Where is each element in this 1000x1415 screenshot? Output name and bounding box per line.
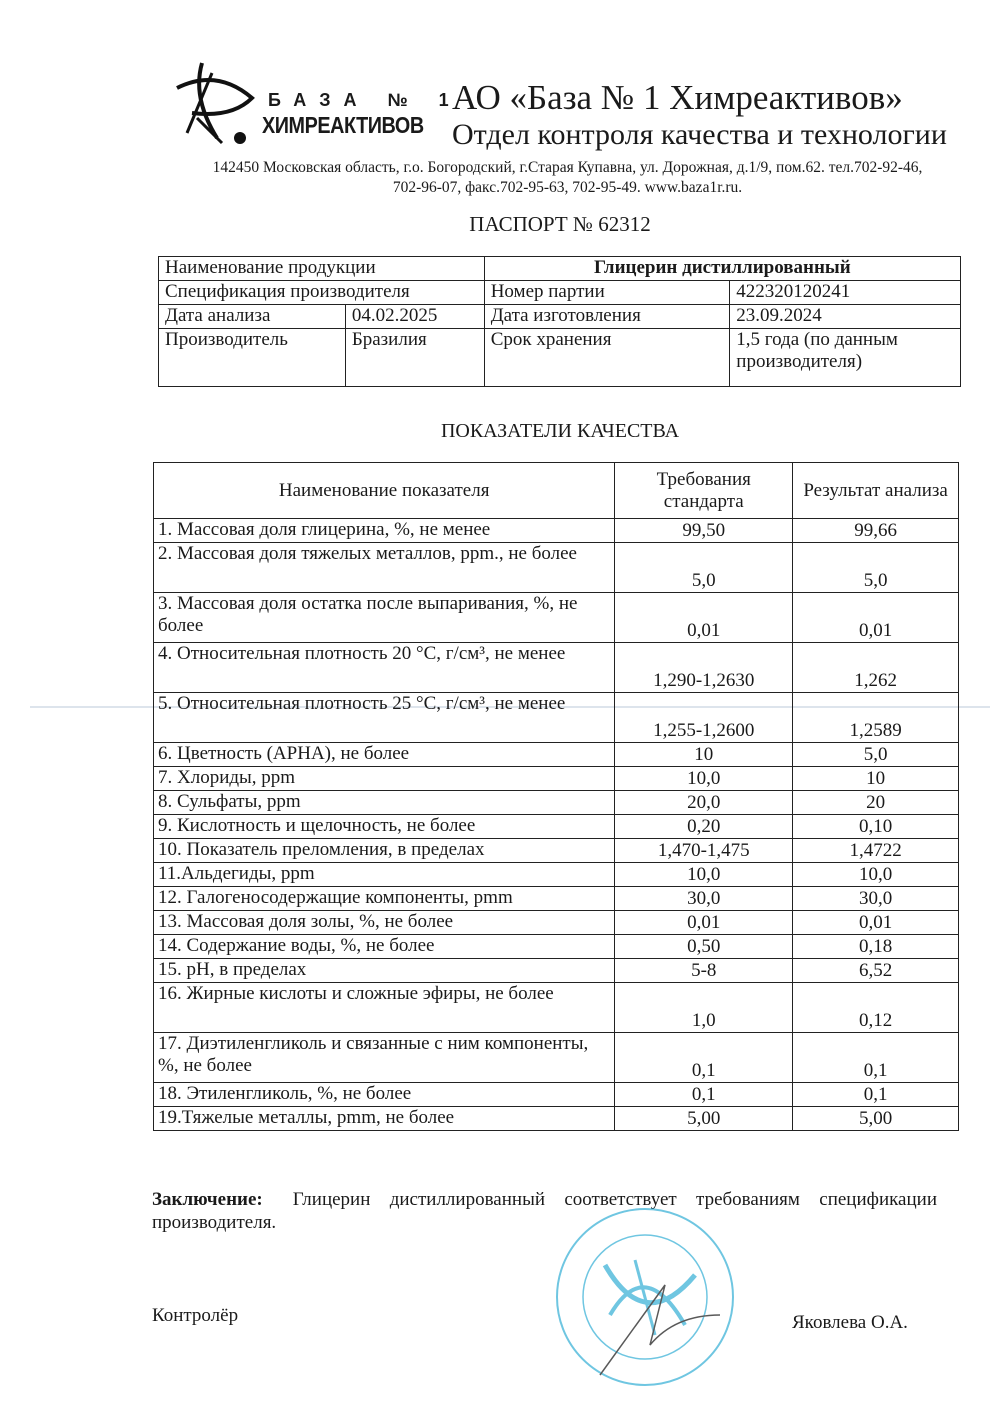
standard-value-cell: 30,0 bbox=[615, 887, 793, 911]
passport-title: ПАСПОРТ № 62312 bbox=[469, 212, 651, 236]
result-value-cell: 6,52 bbox=[793, 959, 959, 983]
table-row bbox=[154, 1083, 959, 1107]
standard-value-cell: 1,255-1,2600 bbox=[615, 693, 793, 743]
result-value-cell: 20 bbox=[793, 791, 959, 815]
product-info-table bbox=[158, 256, 961, 387]
standard-value-cell: 10,0 bbox=[615, 863, 793, 887]
table-row bbox=[154, 959, 959, 983]
manufacturer-value: Бразилия bbox=[345, 329, 484, 387]
table-row bbox=[154, 791, 959, 815]
batch-label: Номер партии bbox=[484, 281, 730, 305]
standard-value-cell: 5-8 bbox=[615, 959, 793, 983]
batch-value: 422320120241 bbox=[730, 281, 961, 305]
standard-value-cell: 1,470-1,475 bbox=[615, 839, 793, 863]
table-row bbox=[154, 743, 959, 767]
table-row bbox=[154, 693, 959, 743]
indicator-name-cell: 5. Относительная плотность 25 °С, г/см³, не менее bbox=[154, 693, 615, 743]
result-value-cell: 10,0 bbox=[793, 863, 959, 887]
result-value-cell: 10 bbox=[793, 767, 959, 791]
indicator-name-cell: 14. Содержание воды, %, не более bbox=[154, 935, 615, 959]
indicator-name-cell: 15. pH, в пределах bbox=[154, 959, 615, 983]
standard-value-cell: 0,1 bbox=[615, 1083, 793, 1107]
signature-name: Яковлева О.А. bbox=[792, 1312, 908, 1333]
standard-value-cell: 0,20 bbox=[615, 815, 793, 839]
result-value-cell: 0,10 bbox=[793, 815, 959, 839]
logo-text-line2: ХИМРЕАКТИВОВ bbox=[262, 112, 424, 138]
table-row bbox=[154, 911, 959, 935]
standard-value-cell: 1,0 bbox=[615, 983, 793, 1033]
table-row bbox=[154, 1107, 959, 1131]
result-value-cell: 1,262 bbox=[793, 643, 959, 693]
result-value-cell: 99,66 bbox=[793, 519, 959, 543]
header-standard: Требования стандарта bbox=[615, 463, 793, 519]
organization-title: АО «База № 1 Химреактивов» bbox=[452, 78, 903, 117]
result-value-cell: 0,1 bbox=[793, 1033, 959, 1083]
indicator-name-cell: 9. Кислотность и щелочность, не более bbox=[154, 815, 615, 839]
table-row bbox=[154, 839, 959, 863]
conclusion-label: Заключение: bbox=[152, 1189, 263, 1210]
shelf-life-value: 1,5 года (по данным производителя) bbox=[730, 329, 961, 387]
product-label: Наименование продукции bbox=[159, 257, 485, 281]
product-value: Глицерин дистиллированный bbox=[484, 257, 960, 281]
table-row bbox=[154, 519, 959, 543]
table-row bbox=[154, 543, 959, 593]
indicator-name-cell: 3. Массовая доля остатка после выпаривания, %, не более bbox=[154, 593, 615, 643]
table-row bbox=[154, 767, 959, 791]
signature-role: Контролёр bbox=[152, 1305, 239, 1326]
standard-value-cell: 0,1 bbox=[615, 1033, 793, 1083]
indicator-name-cell: 12. Галогеносодержащие компоненты, pmm bbox=[154, 887, 615, 911]
standard-value-cell: 0,50 bbox=[615, 935, 793, 959]
atom-logo-icon bbox=[172, 58, 262, 148]
result-value-cell: 5,0 bbox=[793, 743, 959, 767]
department-title: Отдел контроля качества и технологии bbox=[452, 118, 947, 151]
table-row bbox=[154, 983, 959, 1033]
table-row bbox=[154, 1033, 959, 1083]
address-line-1: 142450 Московская область, г.о. Богородский, г.Старая Купавна, ул. Дорожная, д.1/9, пом.62. тел.702-92-46, bbox=[212, 159, 923, 176]
result-value-cell: 5,0 bbox=[793, 543, 959, 593]
result-value-cell: 0,18 bbox=[793, 935, 959, 959]
indicator-name-cell: 1. Массовая доля глицерина, %, не менее bbox=[154, 519, 615, 543]
result-value-cell: 0,01 bbox=[793, 911, 959, 935]
table-row bbox=[154, 887, 959, 911]
address-line-2: 702-96-07, факс.702-95-63, 702-95-49. www.baza1r.ru. bbox=[392, 179, 743, 196]
spec-label: Спецификация производителя bbox=[159, 281, 485, 305]
standard-value-cell: 0,01 bbox=[615, 593, 793, 643]
result-value-cell: 0,1 bbox=[793, 1083, 959, 1107]
standard-value-cell: 0,01 bbox=[615, 911, 793, 935]
logo-text-line1: БАЗА № 1 bbox=[268, 90, 462, 110]
standard-value-cell: 1,290-1,2630 bbox=[615, 643, 793, 693]
company-seal-stamp-icon bbox=[545, 1205, 745, 1395]
standard-value-cell: 5,0 bbox=[615, 543, 793, 593]
standard-value-cell: 10,0 bbox=[615, 767, 793, 791]
standard-value-cell: 99,50 bbox=[615, 519, 793, 543]
standard-value-cell: 5,00 bbox=[615, 1107, 793, 1131]
result-value-cell: 30,0 bbox=[793, 887, 959, 911]
table-header-row bbox=[154, 463, 959, 519]
indicator-name-cell: 4. Относительная плотность 20 °С, г/см³, не менее bbox=[154, 643, 615, 693]
conclusion-text: Глицерин дистиллированный соответствует требованиям спецификации производителя. bbox=[152, 1189, 937, 1233]
result-value-cell: 1,2589 bbox=[793, 693, 959, 743]
indicator-name-cell: 2. Массовая доля тяжелых металлов, ppm., не более bbox=[154, 543, 615, 593]
quality-section-title: ПОКАЗАТЕЛИ КАЧЕСТВА bbox=[440, 420, 680, 442]
manufacture-date-value: 23.09.2024 bbox=[730, 305, 961, 329]
indicator-name-cell: 11.Альдегиды, ppm bbox=[154, 863, 615, 887]
indicator-name-cell: 13. Массовая доля золы, %, не более bbox=[154, 911, 615, 935]
table-row bbox=[154, 815, 959, 839]
table-row bbox=[154, 593, 959, 643]
manufacturer-label: Производитель bbox=[159, 329, 346, 387]
result-value-cell: 0,12 bbox=[793, 983, 959, 1033]
table-row bbox=[154, 863, 959, 887]
indicator-name-cell: 7. Хлориды, ppm bbox=[154, 767, 615, 791]
indicator-name-cell: 18. Этиленгликоль, %, не более bbox=[154, 1083, 615, 1107]
indicator-name-cell: 19.Тяжелые металлы, pmm, не более bbox=[154, 1107, 615, 1131]
header-indicator-name: Наименование показателя bbox=[154, 463, 615, 519]
result-value-cell: 1,4722 bbox=[793, 839, 959, 863]
standard-value-cell: 10 bbox=[615, 743, 793, 767]
address-block bbox=[175, 158, 960, 198]
analysis-date-value: 04.02.2025 bbox=[345, 305, 484, 329]
indicator-name-cell: 8. Сульфаты, ppm bbox=[154, 791, 615, 815]
table-row bbox=[154, 935, 959, 959]
result-value-cell: 5,00 bbox=[793, 1107, 959, 1131]
header-result: Результат анализа bbox=[793, 463, 959, 519]
shelf-life-label: Срок хранения bbox=[484, 329, 730, 387]
quality-indicators-table bbox=[153, 462, 959, 1131]
manufacture-date-label: Дата изготовления bbox=[484, 305, 730, 329]
indicator-name-cell: 6. Цветность (APHA), не более bbox=[154, 743, 615, 767]
table-row bbox=[154, 643, 959, 693]
indicator-name-cell: 10. Показатель преломления, в пределах bbox=[154, 839, 615, 863]
indicator-name-cell: 16. Жирные кислоты и сложные эфиры, не более bbox=[154, 983, 615, 1033]
result-value-cell: 0,01 bbox=[793, 593, 959, 643]
indicator-name-cell: 17. Диэтиленгликоль и связанные с ним компоненты, %, не более bbox=[154, 1033, 615, 1083]
standard-value-cell: 20,0 bbox=[615, 791, 793, 815]
analysis-date-label: Дата анализа bbox=[159, 305, 346, 329]
